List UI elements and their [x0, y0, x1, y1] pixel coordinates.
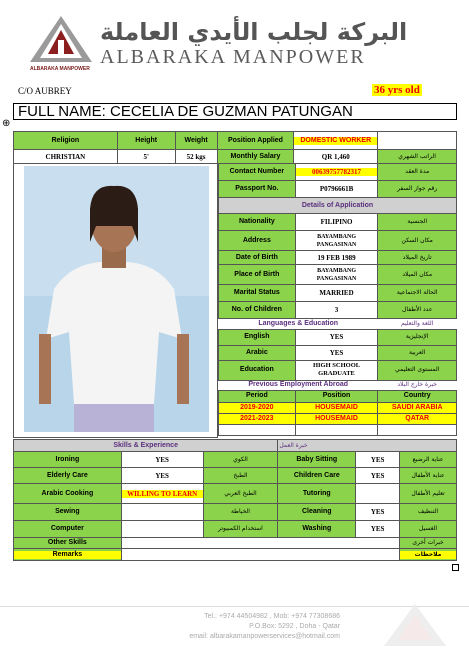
children-value: 3 — [295, 302, 378, 319]
date-of-birth-ar: تاريخ الميلاد — [378, 251, 457, 265]
languages-table — [218, 319, 457, 436]
marital-status-ar: الحالة الاجتماعية — [378, 285, 457, 302]
skill-ar: التنظيف — [400, 504, 457, 521]
company-english-title: ALBARAKA MANPOWER — [100, 46, 366, 68]
education-value: HIGH SCHOOL GRADUATE — [295, 360, 378, 380]
skill-value: YES — [356, 452, 400, 468]
skill-value: YES — [356, 504, 400, 521]
checkbox[interactable] — [452, 564, 459, 571]
contact-number-ar: مدة العقد — [378, 164, 457, 181]
contact-number-label: Contact Number — [219, 164, 296, 181]
education-ar: المستوى التعليمي — [378, 360, 457, 380]
full-name-value: CECELIA DE GUZMAN PATUNGAN — [109, 103, 353, 120]
position-applied-value: DOMESTIC WORKER — [294, 137, 377, 145]
marital-status-value: MARRIED — [295, 285, 378, 302]
employment-period: 2019-2020 — [219, 402, 296, 413]
footer-contact — [90, 612, 340, 642]
education-label: Education — [219, 360, 296, 380]
skill-value — [356, 484, 400, 504]
top-info-table — [13, 131, 457, 164]
weight-header: Weight — [175, 132, 217, 150]
position-header: Position — [295, 390, 378, 402]
skills-header-ar: خبرة العمل — [278, 440, 457, 452]
skill-ar: الطبخ العربي — [203, 484, 278, 504]
footer-phone: Tel.: +974 44504982 , Mob: +974 77308686 — [204, 613, 340, 620]
place-of-birth-label: Place of Birth — [219, 265, 296, 285]
skill-label: Baby Sitting — [278, 452, 356, 468]
skill-label: Washing — [278, 521, 356, 538]
skills-header: Skills & Experience — [14, 440, 278, 452]
passport-no-label: Passport No. — [219, 181, 296, 198]
monthly-salary-label: Monthly Salary — [217, 150, 294, 164]
languages-header: Languages & Education — [219, 319, 378, 329]
details-of-application-header: Details of Application — [219, 198, 457, 214]
employment-position: HOUSEMAID — [295, 413, 378, 424]
remarks-label: Remarks — [14, 551, 121, 559]
skill-label: Tutoring — [278, 484, 356, 504]
employment-country: SAUDI ARABIA — [378, 402, 457, 413]
footer-email: email: albarakamanpowerservices@hotmail.com — [189, 633, 340, 640]
company-logo — [28, 14, 94, 66]
skill-ar: الغسيل — [400, 521, 457, 538]
arabic-label: Arabic — [219, 345, 296, 360]
nationality-ar: الجنسية — [378, 214, 457, 231]
contact-number-value: 00639757782317 — [296, 168, 378, 176]
passport-no-value: P0796661B — [295, 181, 378, 198]
position-applied-header: Position Applied — [217, 132, 294, 150]
company-arabic-title: البركة لجلب الأيدي العاملة — [100, 18, 408, 46]
nationality-label: Nationality — [219, 214, 296, 231]
english-ar: الإنجليزية — [378, 329, 457, 345]
employment-position: HOUSEMAID — [295, 402, 378, 413]
full-name-label: FULL NAME — [18, 103, 102, 120]
move-handle-icon[interactable]: ⊕ — [2, 118, 11, 129]
passport-no-ar: رقم جواز السفر — [378, 181, 457, 198]
place-of-birth-ar: مكان الميلاد — [378, 265, 457, 285]
period-header: Period — [219, 390, 296, 402]
address-ar: مكان السكن — [378, 231, 457, 251]
children-ar: عدد الأطفال — [378, 302, 457, 319]
height-header: Height — [117, 132, 175, 150]
skill-label: Cleaning — [278, 504, 356, 521]
address-value: BAYAMBANG PANGASINAN — [295, 231, 378, 251]
employment-header: Previous Employment Abroad — [219, 380, 378, 390]
skill-value: YES — [356, 468, 400, 484]
height-value: 5' — [117, 150, 175, 164]
marital-status-label: Marital Status — [219, 285, 296, 302]
skill-value — [121, 504, 203, 521]
skill-value: YES — [356, 521, 400, 538]
skill-ar: استخدام الكمبيوتر — [203, 521, 278, 538]
skill-ar: الطبخ — [203, 468, 278, 484]
footer-address: P.O.Box: 5292 , Doha - Qatar — [249, 623, 340, 630]
age-badge: 36 yrs old — [374, 84, 420, 96]
footer-watermark-logo — [380, 600, 450, 650]
employment-period: 2021-2023 — [219, 413, 296, 424]
details-table — [218, 163, 457, 319]
place-of-birth-value: BAYAMBANG PANGASINAN — [295, 265, 378, 285]
address-label: Address — [219, 231, 296, 251]
monthly-salary-value: QR 1,460 — [294, 150, 378, 164]
religion-header: Religion — [14, 132, 118, 150]
english-label: English — [219, 329, 296, 345]
english-value: YES — [295, 329, 378, 345]
full-name-bar: FULL NAME: CECELIA DE GUZMAN PATUNGAN — [13, 103, 457, 120]
skill-ar: عناية الرضيع — [400, 452, 457, 468]
monthly-salary-ar: الراتب الشهري — [378, 150, 457, 164]
date-of-birth-label: Date of Birth — [219, 251, 296, 265]
arabic-value: YES — [295, 345, 378, 360]
skill-label: Computer — [14, 521, 122, 538]
applicant-photo — [13, 163, 218, 438]
skills-table — [13, 439, 457, 561]
skill-ar: الخياطة — [203, 504, 278, 521]
employment-country: QATAR — [378, 413, 457, 424]
languages-header-ar: اللغة والتعليم — [378, 319, 457, 329]
skill-value: YES — [121, 468, 203, 484]
logo-caption: ALBARAKA MANPOWER — [30, 66, 90, 72]
employment-header-ar: خبرة خارج البلاد — [378, 380, 457, 390]
other-skills-label: Other Skills — [14, 538, 122, 549]
remarks-ar: ملاحظات — [400, 551, 456, 559]
other-skills-ar: خبرات أخرى — [400, 538, 457, 549]
skill-ar: عناية الأطفال — [400, 468, 457, 484]
skill-label: Elderly Care — [14, 468, 122, 484]
skill-label: Children Care — [278, 468, 356, 484]
skill-ar: تعليم الأطفال — [400, 484, 457, 504]
religion-value: CHRISTIAN — [14, 150, 118, 164]
skill-label: Ironing — [14, 452, 122, 468]
country-header: Country — [378, 390, 457, 402]
skill-label: Arabic Cooking — [14, 484, 122, 504]
weight-value: 52 kgs — [175, 150, 217, 164]
arabic-ar: العربية — [378, 345, 457, 360]
date-of-birth-value: 19 FEB 1989 — [295, 251, 378, 265]
skill-value — [121, 521, 203, 538]
care-of: C/O AUBREY — [18, 86, 72, 96]
skill-value: WILLING TO LEARN — [122, 490, 203, 498]
nationality-value: FILIPINO — [295, 214, 378, 231]
children-label: No. of Children — [219, 302, 296, 319]
skill-ar: الكوي — [203, 452, 278, 468]
skill-value: YES — [121, 452, 203, 468]
skill-label: Sewing — [14, 504, 122, 521]
